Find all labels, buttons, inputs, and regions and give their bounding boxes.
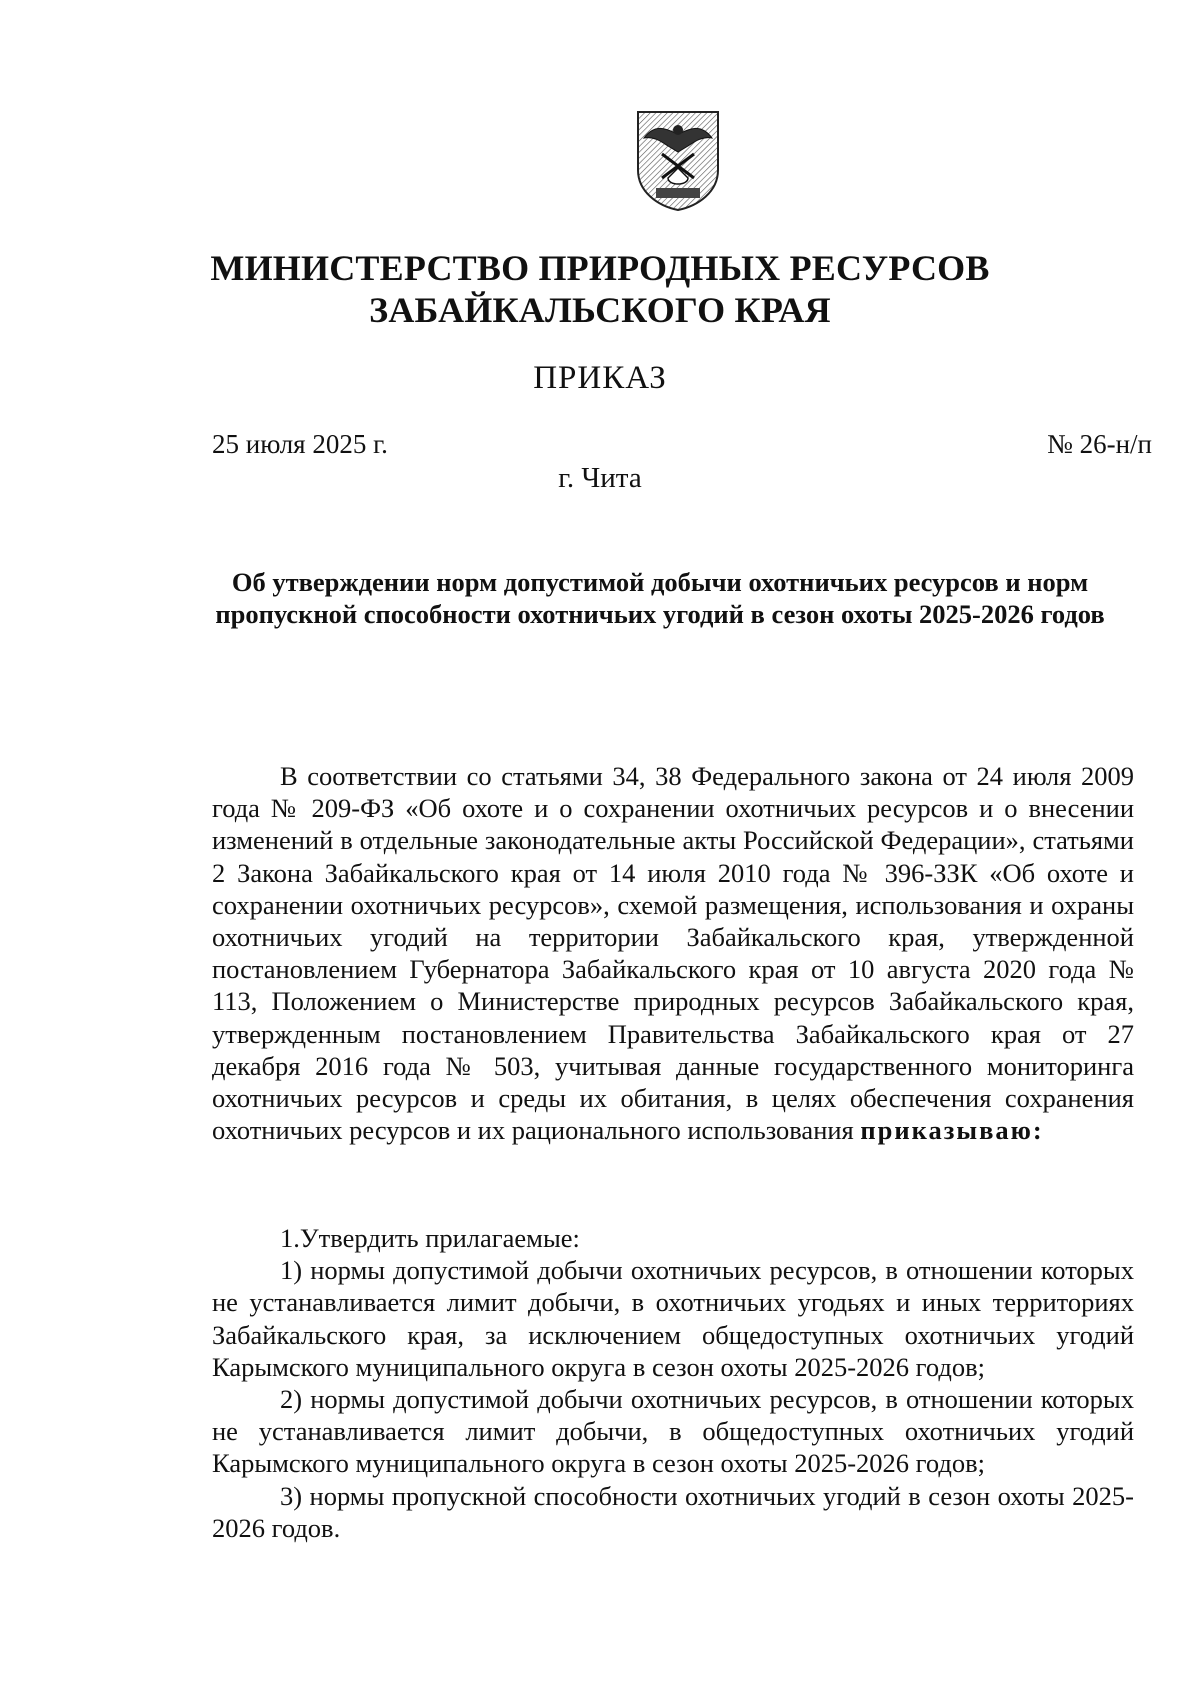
ministry-name-line1: МИНИСТЕРСТВО ПРИРОДНЫХ РЕСУРСОВ: [210, 248, 990, 288]
document-date: 25 июля 2025 г.: [212, 429, 388, 459]
document-type: ПРИКАЗ: [533, 360, 667, 396]
preamble-paragraph: [212, 760, 1134, 1146]
document-subject: Об утверждении норм допустимой добычи охотничьих ресурсов и норм пропускной способности охотничьих угодий в сезон охоты 2025-2026 годов: [215, 567, 1105, 629]
list-item: 2) нормы допустимой добычи охотничьих ресурсов, в отношении которых не устанавливается лимит добычи, в общедоступных охотничьих угодий Карымского муниципального округа в сезон охоты 2025-2026 годов;: [212, 1384, 1134, 1479]
document-number: № 26-н/п: [1047, 429, 1152, 459]
preamble-text: В соответствии со статьями 34, 38 Федерального закона от 24 июля 2009 года № 209-ФЗ «Об охоте и о сохранении охотничьих ресурсов и о внесении изменений в отдельные законодательные акты Российской Федерации», статьями 2 Закона Забайкальского края от 14 июля 2010 года № 396-ЗЗК «Об охоте и сохранении охотничьих ресурсов», схемой размещения, использования и охраны охотничьих угодий на территории Забайкальского края, утвержденной постановлением Губернатора Забайкальского края от 10 августа 2020 года № 113, Положением о Министерстве природных ресурсов Забайкальского края, утвержденным постановлением Правительства Забайкальского края от 27 декабря 2016 года № 503, учитывая данные государственного мониторинга охотничьих ресурсов и среды их обитания, в целях обеспечения сохранения охотничьих ресурсов и их рационального использования: [212, 761, 1134, 1146]
items-heading: 1.Утвердить прилагаемые:: [280, 1223, 580, 1253]
preamble-emphasis: приказываю:: [860, 1115, 1044, 1146]
order-items: [212, 1222, 1134, 1544]
list-item: 3) нормы пропускной способности охотничьих угодий в сезон охоты 2025-2026 годов.: [212, 1480, 1134, 1543]
document-city: г. Чита: [558, 462, 642, 494]
coat-of-arms-icon: [632, 108, 724, 212]
ministry-name-line2: ЗАБАЙКАЛЬСКОГО КРАЯ: [369, 290, 831, 330]
list-item: 1) нормы допустимой добычи охотничьих ресурсов, в отношении которых не устанавливается лимит добычи, в охотничьих угодьях и иных территориях Забайкальского края, за исключением общедоступных охотничьих угодий Карымского муниципального округа в сезон охоты 2025-2026 годов;: [212, 1255, 1134, 1382]
